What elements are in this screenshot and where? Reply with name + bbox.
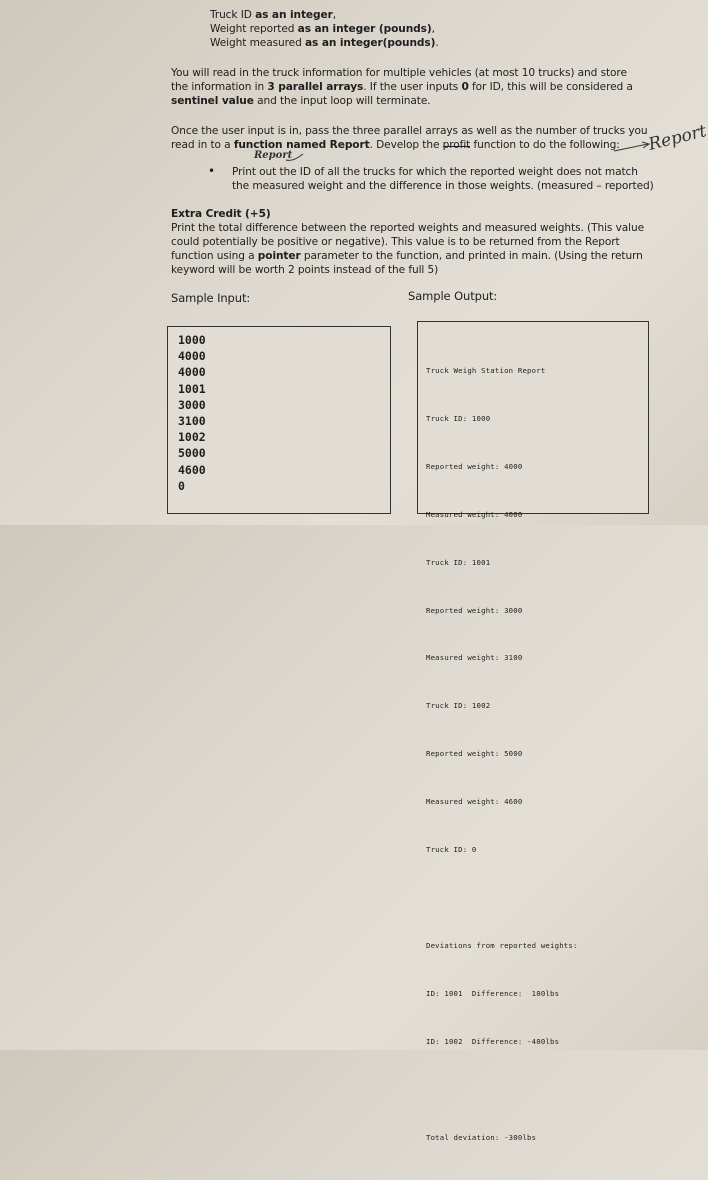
top-item-2: Weight reported as an integer (pounds), <box>210 23 435 35</box>
input-line: 4600 <box>178 462 206 477</box>
output-line: Total deviation: -300lbs <box>426 1132 537 1142</box>
extra-line2: could potentially be positive or negative). This value is to be returned from the Report <box>171 236 620 248</box>
sample-input-label: Sample Input: <box>171 291 251 305</box>
output-line <box>426 1085 578 1095</box>
output-line <box>426 893 578 903</box>
sample-output-label: Sample Output: <box>408 289 498 303</box>
output-line: Measured weight: 4600 <box>426 797 523 807</box>
handwritten-inline-note: Report <box>254 150 293 161</box>
output-line: Truck Weigh Station Report <box>426 366 546 375</box>
output-line: Truck ID: 1000 <box>426 413 491 423</box>
output-line: Measured weight: 4000 <box>426 509 523 519</box>
sample-output-box <box>417 321 649 1142</box>
input-line: 1001 <box>178 381 206 396</box>
output-line: ID: 1002 Difference: -400lbs <box>426 1036 560 1046</box>
output-line: Reported weight: 3000 <box>426 605 523 615</box>
extra-line1: Print the total difference between the reported weights and measured weights. (This value <box>171 222 645 234</box>
input-line: 1000 <box>178 333 206 347</box>
input-line: 3000 <box>178 397 206 412</box>
top-item-1: Truck ID as an integer, <box>210 9 336 21</box>
output-line: Deviations from reported weights: <box>426 940 578 950</box>
bullet-dot: • <box>208 164 215 178</box>
output-line: Measured weight: 3100 <box>426 653 523 663</box>
para2-line1: Once the user input is in, pass the three parallel arrays as well as the number of trucks you <box>171 125 648 137</box>
input-line: 4000 <box>178 365 206 380</box>
bullet-line2: the measured weight and the difference in those weights. (measured – reported) <box>232 180 654 192</box>
output-line: Truck ID: 1001 <box>426 557 491 567</box>
input-line: 3100 <box>178 414 206 429</box>
para1-line2: the information in 3 parallel arrays. If the user inputs 0 for ID, this will be considered a <box>171 81 633 93</box>
struck-word: profit <box>442 139 471 151</box>
input-line: 1002 <box>178 430 206 445</box>
sample-output-list <box>426 328 578 1180</box>
para1-line3: sentinel value and the input loop will terminate. <box>171 95 431 107</box>
sample-input-list <box>178 332 206 494</box>
handwritten-margin-note: Report <box>646 121 708 155</box>
input-line: 0 <box>178 478 185 493</box>
bullet-line1: Print out the ID of all the trucks for which the reported weight does not match <box>232 166 638 178</box>
para1-line1: You will read in the truck information for multiple vehicles (at most 10 trucks) and store <box>171 67 627 79</box>
output-line: Truck ID: 1002 <box>426 701 491 711</box>
top-item-3: Weight measured as an integer(pounds). <box>210 37 439 49</box>
output-line: ID: 1001 Difference: 100lbs <box>426 988 560 998</box>
input-line: 5000 <box>178 446 206 461</box>
caret-mark-icon <box>285 151 305 163</box>
output-line: Reported weight: 5000 <box>426 749 523 759</box>
extra-line4: keyword will be worth 2 points instead of the full 5) <box>171 264 439 276</box>
input-line: 4000 <box>178 349 206 364</box>
para2-line2: read in to a function named Report. Develop the profit function to do the following: <box>171 139 620 151</box>
extra-line3: function using a pointer parameter to the function, and printed in main. (Using the return <box>171 250 643 262</box>
output-line: Reported weight: 4000 <box>426 461 523 471</box>
arrow-mark-icon <box>612 140 652 154</box>
sample-input-box <box>167 326 391 514</box>
output-line: Truck ID: 0 <box>426 845 477 855</box>
extra-credit-title: Extra Credit (+5) <box>171 208 271 220</box>
